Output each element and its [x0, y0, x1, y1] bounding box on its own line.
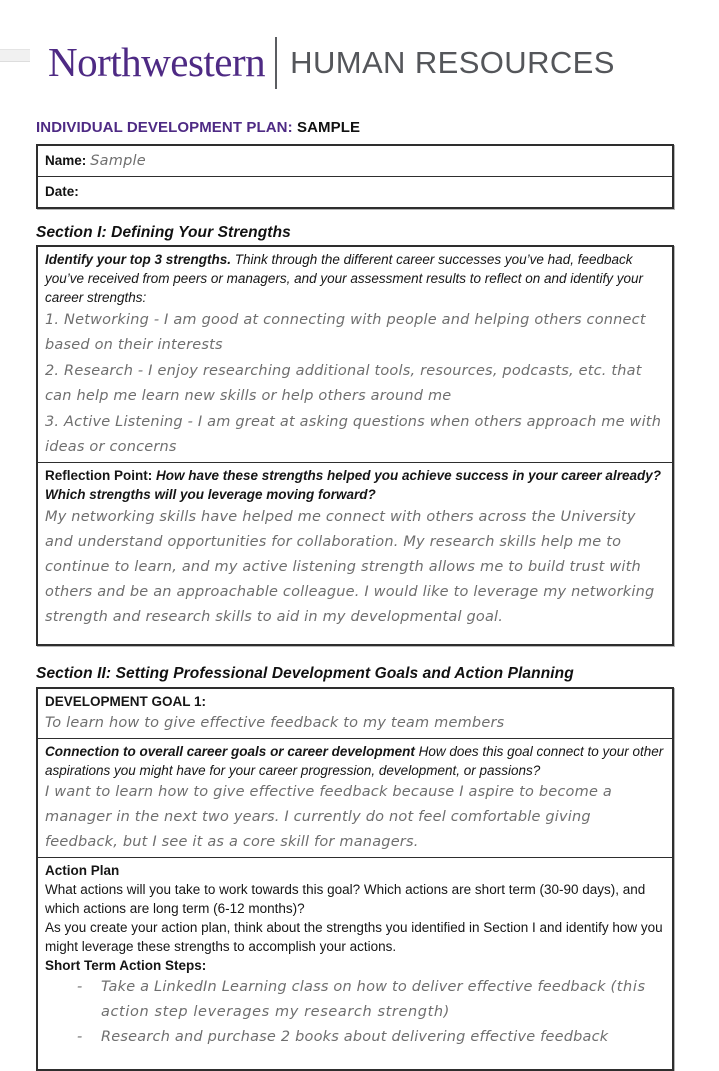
name-value: Sample [90, 153, 146, 169]
section2-heading: Section II: Setting Professional Development Goals and Action Planning [36, 665, 574, 682]
section2-table [36, 687, 674, 1071]
northwestern-wordmark: Northwestern [48, 39, 266, 85]
connection-label: Connection to overall career goals or career development [45, 744, 415, 759]
step-text [101, 975, 665, 1025]
step-2-text: Research and purchase 2 books about delivering effective feedback [101, 1029, 609, 1045]
strength-item-2: 2. Research - I enjoy researching additional tools, resources, podcasts, etc. that can help me learn new skills or help others around me [45, 363, 642, 404]
development-goal-label-text: DEVELOPMENT GOAL 1: [45, 694, 207, 709]
action-plan-question-1: What actions will you take to work towards this goal? Which actions are short term (30-90 days), and which actions are long term (6-12 months)? [45, 882, 646, 916]
section1-heading: Section I: Defining Your Strengths [36, 224, 291, 241]
reflection-answer: My networking skills have helped me connect with others across the University and understand opportunities for collaboration. My research skills help me to continue to learn, and my active listening strength allows me to build trust with others and be an approachable colleague. I would like to leverage my networking strength and research skills to aid in my developmental goal. [45, 509, 655, 625]
short-term-step-1 [45, 975, 665, 1025]
human-resources-label: HUMAN RESOURCES [290, 45, 615, 80]
strengths-prompt-rest: Think through the different career successes you’ve had, feedback you’ve received from peers or managers, and your assessment results to reflect on and identify your career strengths: [45, 252, 644, 305]
section1-table [36, 245, 674, 646]
action-plan-question-2: As you create your action plan, think about the strengths you identified in Section I and identify how you might leverage these strengths to accomplish your actions. [45, 920, 663, 954]
page-title [36, 119, 674, 136]
logo-divider [275, 37, 277, 89]
page-title-value: SAMPLE [292, 119, 361, 136]
strength-item-3: 3. Active Listening - I am great at asking questions when others approach me with ideas or concerns [45, 414, 662, 455]
strengths-row [38, 247, 672, 463]
date-row [38, 177, 672, 207]
development-goal-row [38, 689, 672, 739]
connection-row [38, 739, 672, 858]
page-title-label: INDIVIDUAL DEVELOPMENT PLAN: [36, 119, 293, 136]
header-logo [48, 35, 674, 90]
bullet-dash-icon: - [77, 979, 83, 995]
step-text [101, 1025, 665, 1050]
short-term-steps-list [45, 975, 665, 1050]
page-edge-artifact [0, 49, 30, 62]
strengths-prompt [45, 250, 665, 307]
short-term-label-wrap [45, 956, 665, 975]
step-1-text: Take a LinkedIn Learning class on how to deliver effective feedback [101, 979, 611, 995]
development-goal-label [45, 692, 665, 711]
name-date-table [36, 144, 674, 209]
action-plan-row [38, 858, 672, 1069]
date-label: Date: [45, 184, 79, 199]
connection-prompt [45, 742, 665, 780]
reflection-label: Reflection Point: [45, 468, 153, 483]
strengths-prompt-bold: Identify your top 3 strengths. [45, 252, 232, 267]
short-term-step-2 [45, 1025, 665, 1050]
connection-question: How does this goal connect to your other aspirations you might have for your career progression, development, or passions? [45, 744, 664, 778]
reflection-row [38, 463, 672, 644]
bullet-dash-icon: - [77, 1029, 83, 1045]
step-1-note: (this action step leverages my research strength) [101, 979, 646, 1020]
short-term-label: Short Term Action Steps: [45, 958, 207, 973]
reflection-prompt [45, 466, 665, 504]
name-label: Name: [45, 153, 87, 168]
development-goal-answer: To learn how to give effective feedback to my team members [45, 715, 505, 731]
action-plan-label [45, 861, 665, 880]
document-page [36, 0, 674, 1071]
connection-answer: I want to learn how to give effective feedback because I aspire to become a manager in the next two years. I currently do not feel comfortable giving feedback, but I see it as a core skill for managers. [45, 784, 612, 850]
action-plan-label-text: Action Plan [45, 863, 120, 878]
name-row [38, 146, 672, 177]
strength-item-1: 1. Networking - I am good at connecting with people and helping others connect based on their interests [45, 312, 646, 353]
reflection-question: How have these strengths helped you achieve success in your career already? Which strengths will you leverage moving forward? [45, 468, 661, 502]
